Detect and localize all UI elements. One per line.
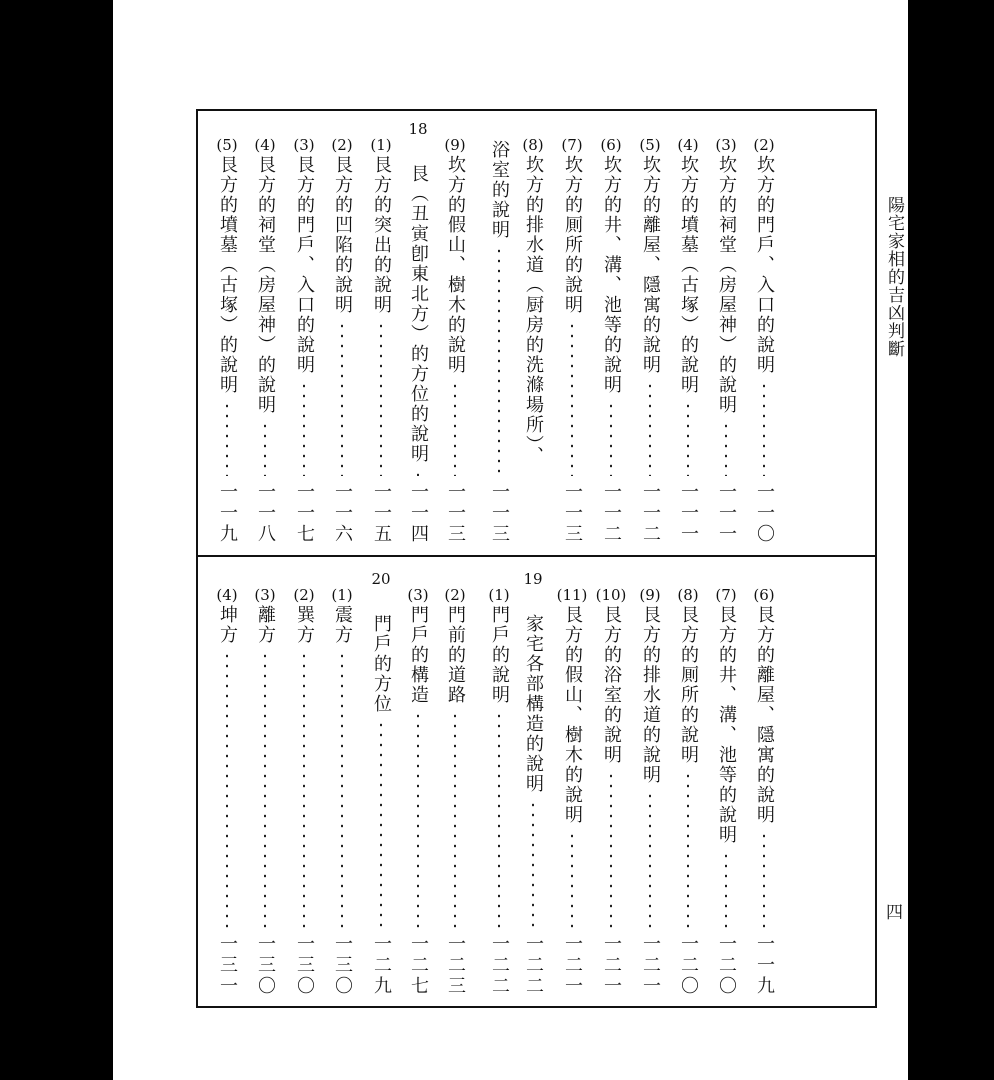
leader-dots — [303, 651, 305, 928]
entry-title: 坎方的井、溝、池等的說明 — [601, 155, 622, 395]
entry-page-number: 一二三 — [445, 934, 466, 997]
toc-entry[interactable] — [212, 138, 242, 545]
entry-page-number: 一一三 — [489, 482, 510, 545]
entry-number: (1) — [488, 586, 510, 604]
toc-chapter-entry[interactable] — [403, 164, 433, 545]
toc-entry[interactable] — [557, 588, 587, 997]
leader-dots — [417, 711, 419, 928]
book-page — [113, 0, 908, 1080]
toc-entry[interactable] — [327, 138, 357, 545]
toc-entry[interactable] — [484, 588, 514, 997]
entry-page-number: 一二二 — [489, 934, 510, 997]
leader-dots — [532, 472, 534, 539]
toc-entry[interactable] — [366, 138, 396, 545]
toc-entry[interactable] — [327, 588, 357, 997]
entry-page-number: 一一八 — [255, 482, 276, 545]
entry-title: 坎方的離屋、隱寓的說明 — [640, 155, 661, 375]
entry-number: (4) — [254, 136, 276, 154]
entry-number: (7) — [561, 136, 583, 154]
entry-number: (5) — [216, 136, 238, 154]
leader-dots — [571, 321, 573, 476]
entry-number: (2) — [331, 136, 353, 154]
toc-entry[interactable] — [635, 138, 665, 545]
entry-title: 艮方的凹陷的說明 — [332, 155, 353, 315]
toc-entry[interactable] — [484, 138, 514, 545]
entry-page-number: 一二〇 — [716, 934, 737, 997]
leader-dots — [341, 321, 343, 476]
entry-title: 門戶的說明 — [489, 605, 510, 705]
entry-page-number: 一一五 — [371, 482, 392, 545]
running-title: 陽宅家相的吉凶判斷 — [884, 196, 904, 358]
entry-title: 離方 — [255, 605, 276, 645]
entry-number: (9) — [444, 136, 466, 154]
entry-number: (4) — [677, 136, 699, 154]
entry-page-number: 一二九 — [371, 934, 392, 997]
toc-entry[interactable] — [250, 138, 280, 545]
entry-page-number: 一三〇 — [294, 934, 315, 997]
entry-number: (4) — [216, 586, 238, 604]
leader-dots — [226, 401, 228, 476]
entry-title: 艮方的排水道的說明 — [640, 605, 661, 785]
toc-entry[interactable] — [711, 138, 741, 545]
entry-page-number: 一三〇 — [332, 934, 353, 997]
toc-entry[interactable] — [749, 138, 779, 545]
entry-title: 艮方的突出的說明 — [371, 155, 392, 315]
entry-number: (1) — [370, 136, 392, 154]
leader-dots — [498, 246, 500, 476]
entry-number: (11) — [556, 586, 588, 604]
entry-page-number: 一一六 — [332, 482, 353, 545]
entry-title: 艮方的厠所的說明 — [678, 605, 699, 765]
entry-title: 門戶的構造 — [408, 605, 429, 705]
entry-title: 震方 — [332, 605, 353, 645]
entry-title: 坎方的祠堂（房屋神）的說明 — [716, 155, 737, 415]
toc-entry[interactable] — [557, 138, 587, 545]
toc-entry[interactable] — [673, 588, 703, 997]
toc-entry[interactable] — [440, 588, 470, 997]
entry-page-number: 一二〇 — [678, 934, 699, 997]
entry-title: 浴室的說明 — [489, 140, 510, 240]
entry-number: (3) — [407, 586, 429, 604]
chapter-number: 19 — [523, 570, 543, 588]
entry-page-number: 一一九 — [217, 482, 238, 545]
entry-title: 坎方的墳墓（古塚）的說明 — [678, 155, 699, 395]
entry-title: 坎方的假山、樹木的說明 — [445, 155, 466, 375]
leader-dots — [763, 831, 765, 928]
entry-number: (2) — [444, 586, 466, 604]
leader-dots — [649, 381, 651, 476]
toc-entry[interactable] — [673, 138, 703, 545]
entry-title: 坤方 — [217, 605, 238, 645]
leader-dots — [417, 470, 419, 476]
leader-dots — [380, 720, 382, 928]
entry-number: (9) — [639, 586, 661, 604]
entry-title: 坎方的門戶、入口的說明 — [754, 155, 775, 375]
entry-title: 艮方的假山、樹木的說明 — [562, 605, 583, 825]
toc-chapter-entry[interactable] — [366, 614, 396, 997]
leader-dots — [571, 831, 573, 928]
toc-entry[interactable] — [289, 138, 319, 545]
toc-entry[interactable] — [440, 138, 470, 545]
entry-number: (2) — [753, 136, 775, 154]
section-divider — [196, 555, 877, 557]
entry-page-number: 一一二 — [640, 482, 661, 545]
toc-entry[interactable] — [635, 588, 665, 997]
entry-title: 艮方的門戶、入口的說明 — [294, 155, 315, 375]
leader-dots — [498, 711, 500, 928]
entry-page-number: 一一三 — [445, 482, 466, 545]
entry-title: 艮方的浴室的說明 — [601, 605, 622, 765]
entry-page-number: 一二一 — [640, 934, 661, 997]
page-number: 四 — [886, 903, 903, 923]
toc-entry[interactable] — [596, 588, 626, 997]
entry-page-number: 一二一 — [562, 934, 583, 997]
toc-entry[interactable] — [596, 138, 626, 545]
entry-page-number: 一二七 — [408, 934, 429, 997]
toc-entry[interactable] — [212, 588, 242, 997]
leader-dots — [610, 401, 612, 476]
entry-page-number: 一一四 — [408, 482, 429, 545]
entry-page-number: 一一九 — [754, 934, 775, 997]
leader-dots — [687, 401, 689, 476]
entry-title: 艮方的井、溝、池等的說明 — [716, 605, 737, 845]
entry-title: 坎方的排水道（厨房的洗滌場所）、 — [523, 155, 544, 466]
leader-dots — [649, 791, 651, 928]
leader-dots — [226, 651, 228, 928]
entry-number: (7) — [715, 586, 737, 604]
entry-number: (8) — [522, 136, 544, 154]
leader-dots — [532, 800, 534, 928]
entry-number: (8) — [677, 586, 699, 604]
entry-title: 坎方的厠所的說明 — [562, 155, 583, 315]
entry-page-number: 一一三 — [562, 482, 583, 545]
leader-dots — [264, 421, 266, 476]
entry-number: (3) — [254, 586, 276, 604]
entry-title: 艮方的祠堂（房屋神）的說明 — [255, 155, 276, 415]
toc-entry[interactable] — [711, 588, 741, 997]
leader-dots — [725, 421, 727, 476]
entry-page-number: 一一一 — [678, 482, 699, 545]
entry-title: 艮方的墳墓（古塚）的說明 — [217, 155, 238, 395]
entry-number: (10) — [595, 586, 627, 604]
toc-entry[interactable] — [403, 588, 433, 997]
leader-dots — [610, 771, 612, 928]
leader-dots — [763, 381, 765, 476]
entry-page-number: 一二一 — [601, 934, 622, 997]
toc-chapter-entry[interactable] — [518, 614, 548, 997]
entry-page-number: 一一〇 — [754, 482, 775, 545]
chapter-number: 20 — [371, 570, 391, 588]
entry-page-number: 一二二 — [523, 934, 544, 997]
entry-title: 艮（丑寅卽東北方）的方位的說明 — [408, 164, 429, 464]
leader-dots — [725, 851, 727, 928]
entry-title: 巽方 — [294, 605, 315, 645]
leader-dots — [341, 651, 343, 928]
chapter-number: 18 — [408, 120, 428, 138]
entry-number: (6) — [600, 136, 622, 154]
leader-dots — [687, 771, 689, 928]
entry-number: (5) — [639, 136, 661, 154]
entry-page-number: 一一七 — [294, 482, 315, 545]
leader-dots — [380, 321, 382, 476]
leader-dots — [264, 651, 266, 928]
entry-title: 門前的道路 — [445, 605, 466, 705]
leader-dots — [303, 381, 305, 476]
entry-number: (2) — [293, 586, 315, 604]
toc-entry[interactable] — [749, 588, 779, 997]
entry-title: 門戶的方位 — [371, 614, 392, 714]
entry-number: (1) — [331, 586, 353, 604]
toc-entry[interactable] — [289, 588, 319, 997]
toc-entry[interactable] — [250, 588, 280, 997]
entry-number: (3) — [715, 136, 737, 154]
entry-page-number: 一三一 — [217, 934, 238, 997]
toc-entry[interactable] — [518, 138, 548, 545]
leader-dots — [454, 381, 456, 476]
entry-page-number: 一一一 — [716, 482, 737, 545]
entry-page-number: 一一二 — [601, 482, 622, 545]
entry-page-number: 一三〇 — [255, 934, 276, 997]
entry-number: (3) — [293, 136, 315, 154]
entry-number: (6) — [753, 586, 775, 604]
entry-title: 艮方的離屋、隱寓的說明 — [754, 605, 775, 825]
entry-title: 家宅各部構造的說明 — [523, 614, 544, 794]
leader-dots — [454, 711, 456, 928]
